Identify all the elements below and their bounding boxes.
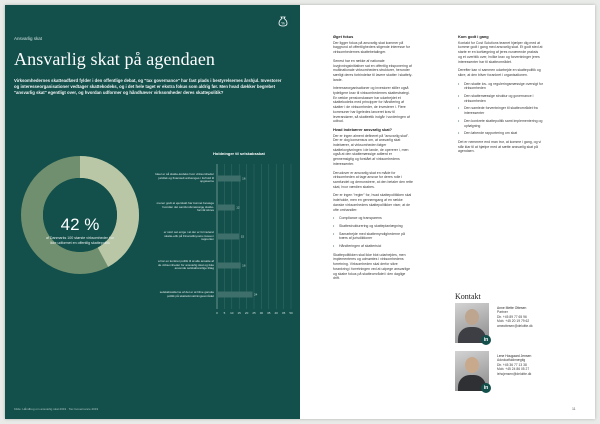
bullet-list — [458, 82, 543, 136]
right-page-badge — [275, 13, 291, 29]
bar-chart-title: Holdninger til selskabsskat — [213, 151, 265, 156]
contact-info — [497, 306, 557, 328]
contact-name: Anne Mette Ottesen — [497, 306, 527, 310]
bar — [217, 292, 253, 298]
svg-text:%: % — [281, 20, 285, 26]
paragraph: Derefter kan vi sammen udarbejde en skattepolitik og sikre, at den bliver forankret i organisationen. — [458, 68, 541, 77]
list-item: • Den skattemæssige struktur og governance i virksomheden — [458, 94, 543, 103]
mob-label: Mob. — [497, 319, 505, 324]
linkedin-icon[interactable]: in — [481, 335, 491, 345]
paragraph: Kontakt for Cost Solutions teamet hjælper dig med at komme godt i gang med ansvarlig skat. Et godt sted at starte er en kortlægning af jeres nuværende praksis og et overblik over, hvilke krav og forventninger jeres interessenter har til skatteområdet. — [458, 40, 543, 64]
paragraph: Interesseorganisationer og investorer stiller også tydeligere krav til virksomhedernes skattestrategi. En række pensionskasser har udarbejdet et skattekodeks med principper for håndtering af skatter i de virksomheder, de investerer i. Flere kommuner har ligeledes lanceret krav til leverandører, så skatteetik indgår i vurderingen af udbud. — [333, 86, 410, 124]
bar — [217, 263, 241, 269]
article-column-2 — [458, 35, 543, 158]
contact-card — [455, 303, 555, 343]
dir-phone: +45 36 77 13 38 — [502, 362, 527, 367]
paragraph: Der ligger fokus på ansvarlig skat kommer på baggrund af offentligheders stigende interesse for virksomhedernes skattebetalinger. — [333, 40, 410, 55]
left-page — [5, 5, 300, 419]
dir-label: Dir. — [497, 362, 502, 367]
category-label-box — [155, 168, 214, 190]
category-label: a har en konkret politik til at alle ansatte af de virksomheder for ansvarlig skat og ikke anvende selskabsretlige tiltag — [157, 258, 214, 271]
heading-hvad-indebaerer: Hvad indebærer ansvarlig skat? — [333, 126, 393, 132]
paragraph: Det er nemmere end man tror, at komme i gang, og vi står klar til at hjælpe med at sætte ansvarlig skat på agendaen. — [458, 139, 542, 154]
bar-value-label: 16 — [242, 263, 246, 268]
money-bag-icon — [275, 13, 291, 29]
x-tick-label: 0 — [216, 311, 218, 315]
paragraph: Skattepolitikken skal ikke blot udarbejdes, men implementeres og udmøntes i virksomhedens forretning. Virksomheden skal derfor sikre forankring i forretningen ved at udpege ansvarlige og skabe fokus på skatteområdet i den daglige drift. — [333, 252, 411, 281]
bar-chart — [155, 158, 295, 318]
x-tick-label: 10 — [230, 311, 234, 315]
dir-label: Dir. — [497, 314, 502, 319]
contact-info — [497, 354, 557, 376]
contact-name: Lene Hougaard Jensen — [497, 354, 532, 358]
category-label-box — [155, 255, 214, 277]
bar-value-label: 24 — [254, 292, 258, 297]
category-label-box — [155, 284, 214, 306]
donut-description: af Danmarks 100 største virksomheder har ikke udformet en offentlig skattepolitik — [45, 236, 115, 245]
list-item: • Compliance og transparens — [333, 216, 413, 221]
x-tick-label: 15 — [237, 311, 241, 315]
contact-title: Partner — [497, 310, 508, 315]
right-page — [300, 5, 595, 419]
heading-kom-godt-i-gang: Kom godt i gang — [458, 34, 489, 39]
lead-paragraph: Virksomhedernes skatteadfærd fylder i den offentlige debat, og "tax governance" har fast plads i bestyrelsernes årshjul. Investorer og interesseorganisationer vedtager skattekodeks, og i det hele taget er ekstra fokus som aldrig før. Men hvad dækker begrebet "ansvarlig skat" egentligt over, og hvordan udformer og håndhæver virksomheder deres skattepolitik? — [14, 78, 282, 95]
bar — [217, 176, 241, 182]
paragraph: Der er ingen alment defineret på "ansvarlig skat". Der er dog konsensus om, at ansvarlig skat indebærer, at virksomheden følger skattelovgivningen i de lande, de opererer i, men også at den skattemæssige adfærd er gennemsigtig og forstået af virksomhedens interessenter. — [333, 133, 410, 166]
contact-email-link[interactable]: ameottesen@deloitte.dk — [497, 323, 533, 328]
category-label: Ideel er så skatte-kodeks hvor virksomheder juridisk og finansielt anhænges i forhold til opgaverne — [155, 171, 214, 184]
x-tick-label: 25 — [252, 311, 256, 315]
page-number: 11 — [572, 407, 576, 411]
list-item: • Samarbejde med skattemyndighederne på tværs af jurisdiktioner — [333, 232, 413, 241]
contact-card — [455, 351, 555, 391]
page-title: Ansvarlig skat på agendaen — [14, 49, 216, 69]
donut-percent: 42 % — [60, 215, 100, 234]
mob-phone: +45 24 86 05 27 — [505, 367, 530, 372]
linkedin-icon[interactable]: in — [481, 383, 491, 393]
x-tick-label: 5 — [223, 311, 226, 315]
document-spread — [5, 5, 595, 419]
bar-value-label: 16 — [242, 176, 246, 181]
contact-title: Advokatfuldmægtig — [497, 358, 526, 363]
category-label: selskabssiderne af det er at blive ganske politik på skatteforvaltningsområdet — [159, 289, 214, 298]
heading-oget-fokus: Øget fokus — [333, 34, 354, 39]
source-footer: Kilde: Håndbog om ansvarlig skat 2019 · Tax Governance 2019 — [14, 407, 99, 411]
list-item: • Den samlede forventninger til skatteområdet fra interessenter — [458, 106, 543, 115]
x-tick-label: 20 — [244, 311, 249, 315]
article-column-1 — [333, 35, 413, 285]
section-label: Ansvarlig skat — [14, 36, 43, 41]
category-label: er stort set enige i at der er formuleret skatte-etik på Finanstilsynets niveau i rapporten — [163, 229, 214, 242]
x-tick-label: 35 — [267, 311, 271, 315]
category-label-box — [155, 197, 214, 219]
mob-label: Mob. — [497, 367, 505, 372]
contact-email-link[interactable]: lehojensen@deloitte.dk — [497, 371, 532, 376]
list-item: • Skattestrukturering og skatteplanlægning — [333, 224, 413, 229]
dir-phone: +45 89 77 65 96 — [502, 314, 527, 319]
bar-value-label: 12 — [236, 205, 240, 210]
list-item: • Den løbende rapportering om skat — [458, 131, 543, 136]
bar-value-label: 15 — [240, 234, 245, 239]
bar — [217, 205, 235, 211]
paragraph: Senest har en række af nationale lovgivningsinitiativer sat en offentlig eksponering af multinationale virksomheders strukturer, herunder særligt deres forbindelse til lavere skatter i skattely-lande. — [333, 58, 413, 82]
mob-phone: +45 20 19 79 62 — [505, 319, 530, 324]
contacts-heading: Kontakt — [455, 292, 481, 301]
paragraph: Derudover er ansvarlig skat en måde for virksomheden at tage ansvar for deres rolle i samfundet og demonstrere, at den betaler den rette skat, hvor værdien skabes. — [333, 170, 413, 189]
x-tick-label: 40 — [274, 311, 278, 315]
list-item: • Håndteringen af skatterisici — [333, 244, 413, 249]
x-tick-label: 50 — [289, 311, 293, 315]
list-item: • Den skatte lov- og reguleringsmæssige oversigt for virksomheden — [458, 82, 543, 91]
paragraph: Der er ingen "regler" for, hvad skattepolitikken skal indeholde, men en gennemgang af en række danske virksomheders skattepolitikker viser, at de ofte omhandler: — [333, 193, 412, 212]
category-label: mener godt at ejerskab har kunnet bevæge hvordan det samfundsmæssige skatte-formål sikres — [156, 200, 214, 213]
category-label-box — [155, 226, 214, 248]
bar — [217, 234, 239, 240]
list-item: • Den konkrete skattepolitik samt implementering og opfølgning — [458, 119, 543, 128]
bullet-list — [333, 216, 413, 249]
x-tick-label: 45 — [281, 311, 286, 315]
x-tick-label: 30 — [259, 311, 264, 315]
